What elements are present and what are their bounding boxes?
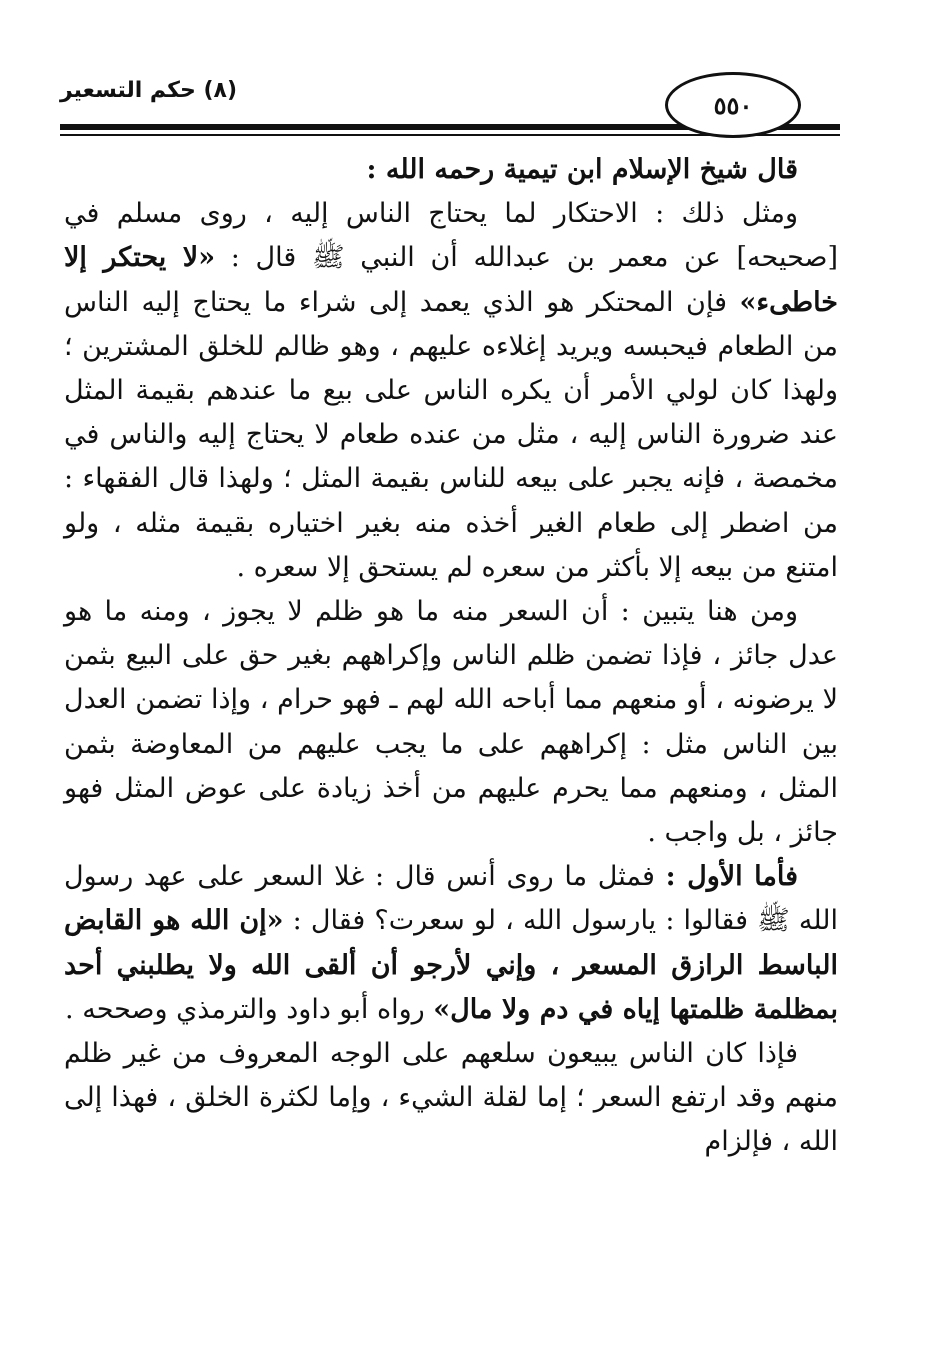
- text-body: [64, 148, 838, 1165]
- page-number: ٥٥٠: [665, 72, 801, 138]
- paragraph-3-text-a: فمثل ما روى أنس قال : غلا السعر على عهد رسول الله ﷺ فقالوا : يارسول الله ، لو سعرت؟ فقال :: [64, 861, 838, 937]
- paragraph-1: [64, 192, 838, 590]
- page-header: [60, 62, 840, 142]
- hadith-quote-2: «إن الله هو القابض الباسط الرازق المسعر ، وإني لأرجو أن ألقى الله ولا يطلبني أحد بمظلمة ظلمتها إياه في دم ولا مال»: [64, 905, 838, 1025]
- paragraph-4: فإذا كان الناس يبيعون سلعهم على الوجه المعروف من غير ظلم منهم وقد ارتفع السعر ؛ إما لقلة الشيء ، وإما لكثرة الخلق ، فهذا إلى الله ، فإلزام: [64, 1038, 838, 1158]
- paragraph-3: [64, 855, 838, 1032]
- hadith-quote-1: «لا يحتكر إلا خاطىء»: [64, 242, 838, 318]
- paragraph-3-text-b: رواه أبو داود والترمذي وصححه .: [65, 993, 434, 1025]
- chapter-title: (٨) حكم التسعير: [60, 78, 238, 103]
- paragraph-1-text-a: ومثل ذلك : الاحتكار لما يحتاج الناس إليه ، روى مسلم في [صحيحه] عن معمر بن عبدالله أن النبي ﷺ قال :: [64, 198, 838, 274]
- intro-line: قال شيخ الإسلام ابن تيمية رحمه الله :: [366, 154, 798, 185]
- paragraph-1-text-b: فإن المحتكر هو الذي يعمد إلى شراء ما يحتاج إليه الناس من الطعام فيحبسه ويريد إغلاءه عليهم ، وهو ظالم للخلق المشترين ؛ ولهذا كان لولي الأمر أن يكره الناس على بيع ما عندهم بقيمة المثل عند ضرورة الناس إليه ، مثل من عنده طعام لا يحتاج إليه والناس في مخمصة ، فإنه يجبر على بيعه للناس بقيمة المثل ؛ ولهذا قال الفقهاء : من اضطر إلى طعام الغير أخذه منه بغير اختياره بقيمة مثله ، ولو امتنع من بيعه إلا بأكثر من سعره لم يستحق إلا سعره .: [64, 286, 838, 583]
- paragraph-2: ومن هنا يتبين : أن السعر منه ما هو ظلم لا يجوز ، ومنه ما هو عدل جائز ، فإذا تضمن ظلم الناس وإكراههم بغير حق على البيع بثمن لا يرضونه ، أو منعهم مما أباحه الله لهم ـ فهو حرام ، وإذا تضمن العدل بين الناس مثل : إكراههم على ما يجب عليهم من المعاوضة بثمن المثل ، ومنعهم مما يحرم عليهم من أخذ زيادة على عوض المثل فهو جائز ، بل واجب .: [64, 596, 838, 849]
- paragraph-3-lead: فأما الأول :: [665, 861, 798, 893]
